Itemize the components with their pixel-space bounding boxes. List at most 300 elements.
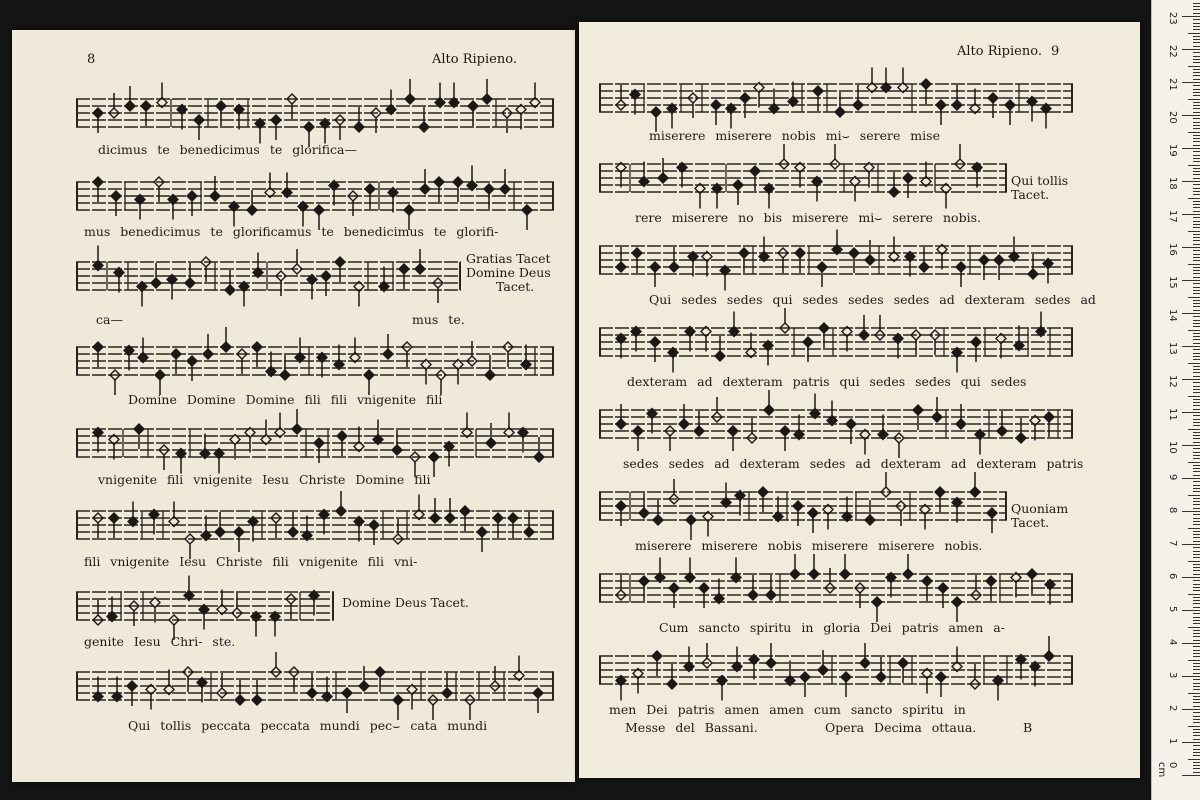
ruler-tick [1193, 343, 1200, 344]
note-head [477, 527, 487, 537]
ruler-tick [1182, 16, 1200, 17]
note-head [354, 122, 364, 132]
ruler-tick [1188, 759, 1200, 760]
ruler-tick [1193, 679, 1200, 680]
note-head [508, 513, 518, 523]
ruler-tick [1193, 716, 1200, 717]
ruler-tick [1193, 389, 1200, 390]
music-staff [599, 70, 1073, 126]
ruler-tick [1193, 293, 1200, 294]
ruler-tick [1193, 405, 1200, 406]
ruler-tick [1193, 46, 1200, 47]
note-head [533, 688, 543, 698]
ruler-tick [1182, 709, 1200, 710]
ruler-tick [1182, 247, 1200, 248]
ruler-number: 23 [1167, 12, 1178, 25]
note-head [694, 426, 704, 436]
note-head [1005, 100, 1015, 110]
note-head [405, 94, 415, 104]
ruler-tick [1193, 650, 1200, 651]
ruler-tick [1193, 415, 1200, 416]
ruler-tick [1193, 732, 1200, 733]
ruler-tick [1188, 132, 1200, 133]
ruler-tick [1182, 511, 1200, 512]
note-head [865, 515, 875, 525]
note-head [932, 412, 942, 422]
ruler-tick [1193, 369, 1200, 370]
ruler-tick [1193, 696, 1200, 697]
ruler-tick [1182, 445, 1200, 446]
note-head [434, 177, 444, 187]
ruler-tick [1193, 59, 1200, 60]
ruler-tick [1188, 462, 1200, 463]
ruler-tick [1182, 346, 1200, 347]
ruler-tick [1193, 89, 1200, 90]
note-head [715, 351, 725, 361]
ruler-tick [1193, 356, 1200, 357]
lyrics-line: mus benedicimus te glorificamus te benedicimus te glorifi- [84, 224, 499, 239]
page-number: 9 [1051, 44, 1060, 59]
ruler-tick [1193, 72, 1200, 73]
ruler-tick [1193, 336, 1200, 337]
lyrics-line: Qui tollis peccata peccata mundi pec⌣ cata mundi [128, 718, 488, 733]
ruler-tick [1188, 396, 1200, 397]
ruler-tick [1193, 201, 1200, 202]
ruler-tick [1193, 422, 1200, 423]
ruler-tick [1193, 547, 1200, 548]
ruler-tick [1193, 260, 1200, 261]
ruler-tick [1193, 739, 1200, 740]
ruler-tick [1193, 554, 1200, 555]
note-head [780, 426, 790, 436]
note-head [986, 576, 996, 586]
note-head [314, 205, 324, 215]
note-head [365, 184, 375, 194]
note-head [321, 271, 331, 281]
note-head [216, 101, 226, 111]
ruler-tick [1193, 765, 1200, 766]
note-head [956, 262, 966, 272]
ruler-tick [1188, 363, 1200, 364]
ruler-tick [1193, 125, 1200, 126]
note-head [740, 93, 750, 103]
note-head [876, 672, 886, 682]
ruler-number: 4 [1167, 639, 1178, 646]
lyrics-line: dicimus te benedicimus te glorifica— [98, 142, 358, 157]
note-head [766, 590, 776, 600]
ruler-number: 7 [1167, 540, 1178, 547]
ruler-tick [1193, 372, 1200, 373]
note-head [793, 501, 803, 511]
ruler-tick [1193, 6, 1200, 7]
note-head [764, 405, 774, 415]
note-head [979, 255, 989, 265]
music-staff [76, 333, 554, 389]
ruler-tick [1193, 570, 1200, 571]
ruler-tick [1193, 521, 1200, 522]
ruler-tick [1193, 699, 1200, 700]
ruler-tick [1193, 290, 1200, 291]
note-head [307, 688, 317, 698]
ruler-tick [1193, 102, 1200, 103]
note-head [280, 370, 290, 380]
note-head [849, 248, 859, 258]
ruler-tick [1193, 326, 1200, 327]
ruler-tick [1193, 122, 1200, 123]
lyrics-line: genite Iesu Chri- ste. [84, 634, 236, 649]
ruler-tick [1193, 316, 1200, 317]
ruler-tick [1193, 310, 1200, 311]
left-page [12, 30, 575, 782]
ruler-tick [1193, 735, 1200, 736]
music-staff [599, 150, 1007, 206]
ruler-tick [1193, 320, 1200, 321]
ruler-tick [1193, 168, 1200, 169]
ruler-tick [1193, 442, 1200, 443]
note-head [913, 405, 923, 415]
ruler-tick [1193, 475, 1200, 476]
ruler-tick [1193, 666, 1200, 667]
note-head [151, 278, 161, 288]
note-head [808, 508, 818, 518]
note-head [125, 101, 135, 111]
note-head [419, 122, 429, 132]
music-staff [76, 658, 554, 714]
ruler-tick [1193, 646, 1200, 647]
ruler-tick [1193, 178, 1200, 179]
note-head [460, 506, 470, 516]
note-head [93, 108, 103, 118]
note-head [522, 205, 532, 215]
ruler-tick [1193, 158, 1200, 159]
note-head [819, 323, 829, 333]
note-head [872, 597, 882, 607]
ruler-tick [1188, 264, 1200, 265]
ruler-tick [1193, 448, 1200, 449]
note-head [187, 191, 197, 201]
ruler-tick [1193, 564, 1200, 565]
note-head [898, 658, 908, 668]
ruler-tick [1193, 686, 1200, 687]
note-head [711, 100, 721, 110]
music-staff [76, 497, 554, 553]
ruler-tick [1193, 689, 1200, 690]
ruler-tick [1193, 250, 1200, 251]
ruler-tick [1193, 112, 1200, 113]
lyrics-line: miserere miserere nobis miserere miserere nobis. [635, 538, 983, 553]
ruler-tick [1193, 541, 1200, 542]
ruler-tick [1188, 231, 1200, 232]
note-head [971, 337, 981, 347]
note-head [935, 487, 945, 497]
lyrics-line: ca— [96, 312, 123, 327]
ruler-tick [1193, 603, 1200, 604]
ruler-tick [1193, 613, 1200, 614]
note-head [748, 590, 758, 600]
note-head [404, 205, 414, 215]
ruler-unit: 0 cm [1156, 762, 1178, 778]
ruler-tick [1193, 508, 1200, 509]
note-head [841, 672, 851, 682]
ruler-tick [1182, 577, 1200, 578]
ruler-tick [1182, 280, 1200, 281]
note-head [314, 438, 324, 448]
right-page [579, 22, 1140, 778]
running-head: Alto Ripieno. [957, 44, 1042, 59]
ruler-tick [1193, 270, 1200, 271]
note-head [766, 658, 776, 668]
ruler-tick [1182, 412, 1200, 413]
ruler-tick [1193, 306, 1200, 307]
ruler-tick [1193, 557, 1200, 558]
ruler-number: 8 [1167, 507, 1178, 514]
music-staff [76, 85, 554, 141]
ruler-tick [1193, 485, 1200, 486]
ruler-tick [1193, 580, 1200, 581]
ruler-tick [1193, 673, 1200, 674]
note-head [304, 122, 314, 132]
ruler-tick [1193, 683, 1200, 684]
page-number: 8 [87, 52, 96, 67]
note-head [442, 688, 452, 698]
note-head [952, 597, 962, 607]
ruler-tick [1182, 214, 1200, 215]
ruler-tick [1193, 188, 1200, 189]
note-head [500, 184, 510, 194]
ruler-tick [1193, 491, 1200, 492]
note-head [141, 101, 151, 111]
lyrics-line: Cum sancto spiritu in gloria Dei patris amen a- [659, 620, 1005, 635]
ruler-tick [1182, 148, 1200, 149]
tacet-note: Quoniam Tacet. [1011, 501, 1069, 530]
ruler-tick [1193, 607, 1200, 608]
ruler-tick [1193, 597, 1200, 598]
note-head [936, 100, 946, 110]
ruler-tick [1193, 471, 1200, 472]
ruler-tick [1188, 561, 1200, 562]
ruler-number: 5 [1167, 606, 1178, 613]
music-staff [599, 314, 1073, 370]
ruler-tick [1193, 458, 1200, 459]
ruler-tick [1193, 514, 1200, 515]
ruler-tick [1193, 669, 1200, 670]
note-head [809, 569, 819, 579]
note-head [359, 681, 369, 691]
note-head [650, 337, 660, 347]
ruler-tick [1193, 481, 1200, 482]
ruler-tick [1193, 62, 1200, 63]
ruler-tick [1188, 429, 1200, 430]
lyrics-line: men Dei patris amen amen cum sancto spiritu in [609, 702, 966, 717]
note-head [392, 445, 402, 455]
note-head [292, 424, 302, 434]
ruler-tick [1193, 653, 1200, 654]
music-staff [76, 415, 554, 471]
note-head [919, 262, 929, 272]
note-head [853, 100, 863, 110]
lyrics-line: dexteram ad dexteram patris qui sedes sedes qui sedes [627, 374, 1027, 389]
note-head [155, 370, 165, 380]
note-head [369, 520, 379, 530]
note-head [486, 438, 496, 448]
note-head [342, 688, 352, 698]
note-head [800, 672, 810, 682]
note-head [194, 115, 204, 125]
note-head [271, 115, 281, 125]
ruler-number: 2 [1167, 705, 1178, 712]
ruler-tick [1193, 3, 1200, 4]
note-head [210, 191, 220, 201]
ruler-tick [1193, 712, 1200, 713]
ruler-tick [1193, 729, 1200, 730]
note-head [337, 431, 347, 441]
ruler-tick [1193, 254, 1200, 255]
ruler-tick [1182, 115, 1200, 116]
note-head [453, 177, 463, 187]
note-head [997, 426, 1007, 436]
ruler-tick [1193, 468, 1200, 469]
ruler-number: 15 [1167, 276, 1178, 289]
note-head [336, 506, 346, 516]
ruler-number: 18 [1167, 177, 1178, 190]
ruler-tick [1193, 534, 1200, 535]
note-head [93, 177, 103, 187]
music-staff [599, 642, 1073, 698]
note-head [699, 583, 709, 593]
lyrics-line: miserere miserere nobis mi⌣ serere mise [649, 128, 940, 143]
ruler-tick [1188, 198, 1200, 199]
music-staff [599, 232, 1073, 288]
note-head [859, 330, 869, 340]
ruler-tick [1193, 600, 1200, 601]
note-head [889, 187, 899, 197]
ruler-tick [1193, 366, 1200, 367]
note-head [835, 107, 845, 117]
ruler-tick [1193, 204, 1200, 205]
note-head [252, 342, 262, 352]
ruler-tick [1193, 768, 1200, 769]
note-head [790, 569, 800, 579]
note-head [733, 180, 743, 190]
ruler-tick [1193, 745, 1200, 746]
ruler-tick [1188, 726, 1200, 727]
ruler-tick [1193, 722, 1200, 723]
ruler-tick [1193, 333, 1200, 334]
ruler-tick [1193, 174, 1200, 175]
ruler-tick [1193, 640, 1200, 641]
tacet-note: Gratias Tacet Domine Deus Tacet. [466, 251, 551, 294]
note-head [485, 370, 495, 380]
ruler-tick [1193, 283, 1200, 284]
note-head [639, 508, 649, 518]
note-head [235, 695, 245, 705]
ruler-tick [1193, 39, 1200, 40]
note-head [420, 184, 430, 194]
ruler-tick [1193, 105, 1200, 106]
ruler-tick [1188, 660, 1200, 661]
ruler-number: 13 [1167, 342, 1178, 355]
ruler-tick [1188, 99, 1200, 100]
note-head [109, 513, 119, 523]
note-head [956, 419, 966, 429]
ruler-tick [1193, 211, 1200, 212]
note-head [252, 695, 262, 705]
music-staff [76, 248, 461, 304]
lyrics-line: vnigenite fili vnigenite Iesu Christe Domine fili [98, 472, 431, 487]
note-head [633, 426, 643, 436]
ruler-tick [1193, 452, 1200, 453]
ruler-tick [1193, 207, 1200, 208]
ruler-number: 14 [1167, 309, 1178, 322]
ruler-tick [1193, 353, 1200, 354]
ruler-tick [1193, 719, 1200, 720]
ruler-tick [1188, 165, 1200, 166]
lyrics-line: mus te. [412, 312, 465, 327]
note-head [616, 419, 626, 429]
ruler-tick [1188, 66, 1200, 67]
ruler-tick [1193, 234, 1200, 235]
ruler-tick [1193, 762, 1200, 763]
lyrics-line: fili vnigenite Iesu Christe fili vnigenite fili vni- [84, 554, 418, 569]
ruler-tick [1193, 772, 1200, 773]
music-staff [76, 168, 554, 224]
note-head [921, 79, 931, 89]
ruler-tick [1188, 330, 1200, 331]
ruler-tick [1193, 128, 1200, 129]
ruler-tick [1193, 402, 1200, 403]
ruler-tick [1193, 9, 1200, 10]
ruler-tick [1182, 775, 1200, 776]
note-head [750, 166, 760, 176]
note-head [903, 173, 913, 183]
note-head [171, 349, 181, 359]
note-head [639, 576, 649, 586]
ruler-tick [1182, 742, 1200, 743]
ruler-number: 17 [1167, 210, 1178, 223]
ruler-tick [1193, 13, 1200, 14]
ruler-tick [1193, 300, 1200, 301]
ruler-tick [1193, 171, 1200, 172]
ruler-tick [1193, 501, 1200, 502]
ruler-tick [1182, 643, 1200, 644]
ruler-tick [1193, 19, 1200, 20]
note-head [127, 681, 137, 691]
ruler-tick [1193, 75, 1200, 76]
ruler-tick [1193, 145, 1200, 146]
ruler-tick [1193, 656, 1200, 657]
note-head [429, 452, 439, 462]
ruler-tick [1193, 69, 1200, 70]
ruler-tick [1193, 386, 1200, 387]
note-head [111, 191, 121, 201]
lyrics-line: rere miserere no bis miserere mi⌣ serere nobis. [635, 210, 981, 225]
note-head [1027, 569, 1037, 579]
ruler-tick [1193, 488, 1200, 489]
note-head [482, 94, 492, 104]
ruler-tick [1193, 706, 1200, 707]
ruler-tick [1193, 56, 1200, 57]
note-head [221, 342, 231, 352]
note-head [679, 419, 689, 429]
note-head [1044, 651, 1054, 661]
note-head [653, 515, 663, 525]
ruler-tick [1188, 594, 1200, 595]
note-head [817, 262, 827, 272]
lyrics-line: sedes sedes ad dexteram sedes ad dexteram ad dexteram patris [623, 456, 1084, 471]
note-head [632, 248, 642, 258]
music-staff [599, 478, 1007, 534]
ruler-tick [1193, 273, 1200, 274]
